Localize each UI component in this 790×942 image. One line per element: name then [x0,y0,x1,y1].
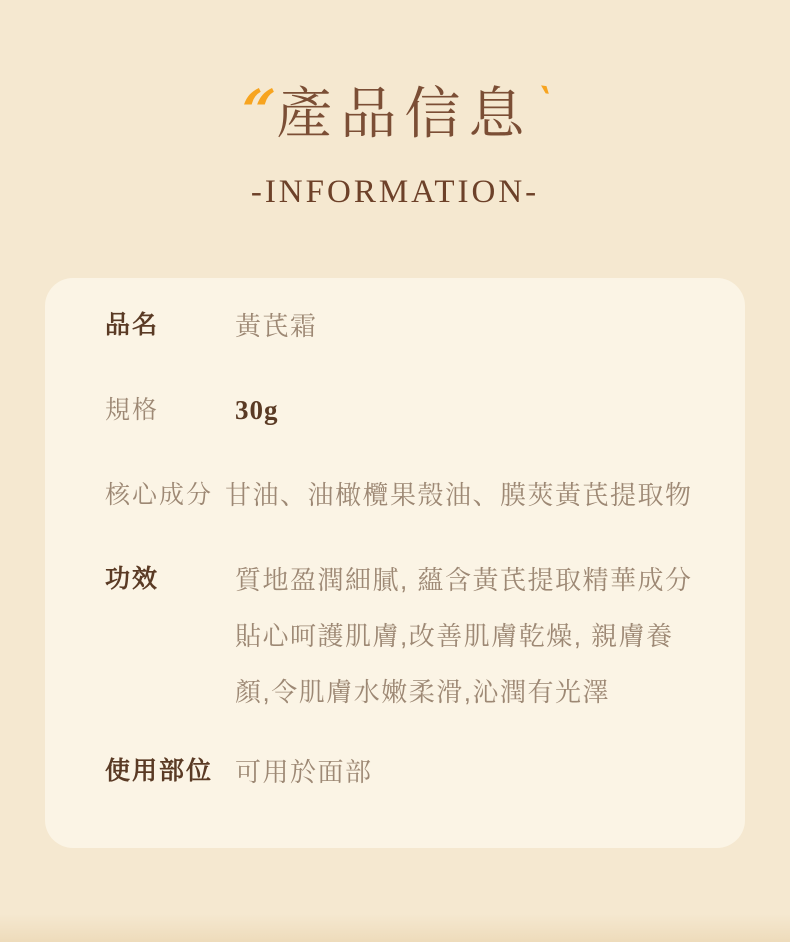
specification-value: 30g [235,395,279,425]
info-card [45,278,745,848]
product-name-label: 品名 [105,312,160,339]
efficacy-line: 顏,令肌膚水嫩柔滑,沁潤有光澤 [235,677,610,707]
application-area-label: 使用部位 [105,758,214,785]
open-quote-icon: “ [237,77,278,145]
product-name-value: 黃芪霜 [235,311,318,341]
row-efficacy [105,552,723,720]
efficacy-paragraph [235,552,692,720]
core-ingredients-value: 甘油、油橄欖果殼油、膜莢黃芪提取物 [225,480,693,510]
row-product-name [105,308,723,344]
close-quote-icon: ‵ [535,77,553,126]
row-application-area [105,754,723,790]
core-ingredients-label: 核心成分 [105,481,214,509]
title-row [0,77,790,152]
row-core-ingredients [105,477,723,513]
section-subtitle: -INFORMATION- [250,174,540,210]
efficacy-line: 質地盈潤細膩, 蘊含黃芪提取精華成分 [235,565,693,595]
row-specification [105,392,723,428]
section-header [0,0,790,212]
application-area-value: 可用於面部 [235,757,373,787]
specification-label: 規格 [105,396,160,424]
efficacy-label: 功效 [105,566,160,593]
next-section-hint [0,914,790,942]
efficacy-line: 貼心呵護肌膚,改善肌膚乾燥, 親膚養 [235,621,674,651]
page-title: 產品信息 [276,84,533,146]
